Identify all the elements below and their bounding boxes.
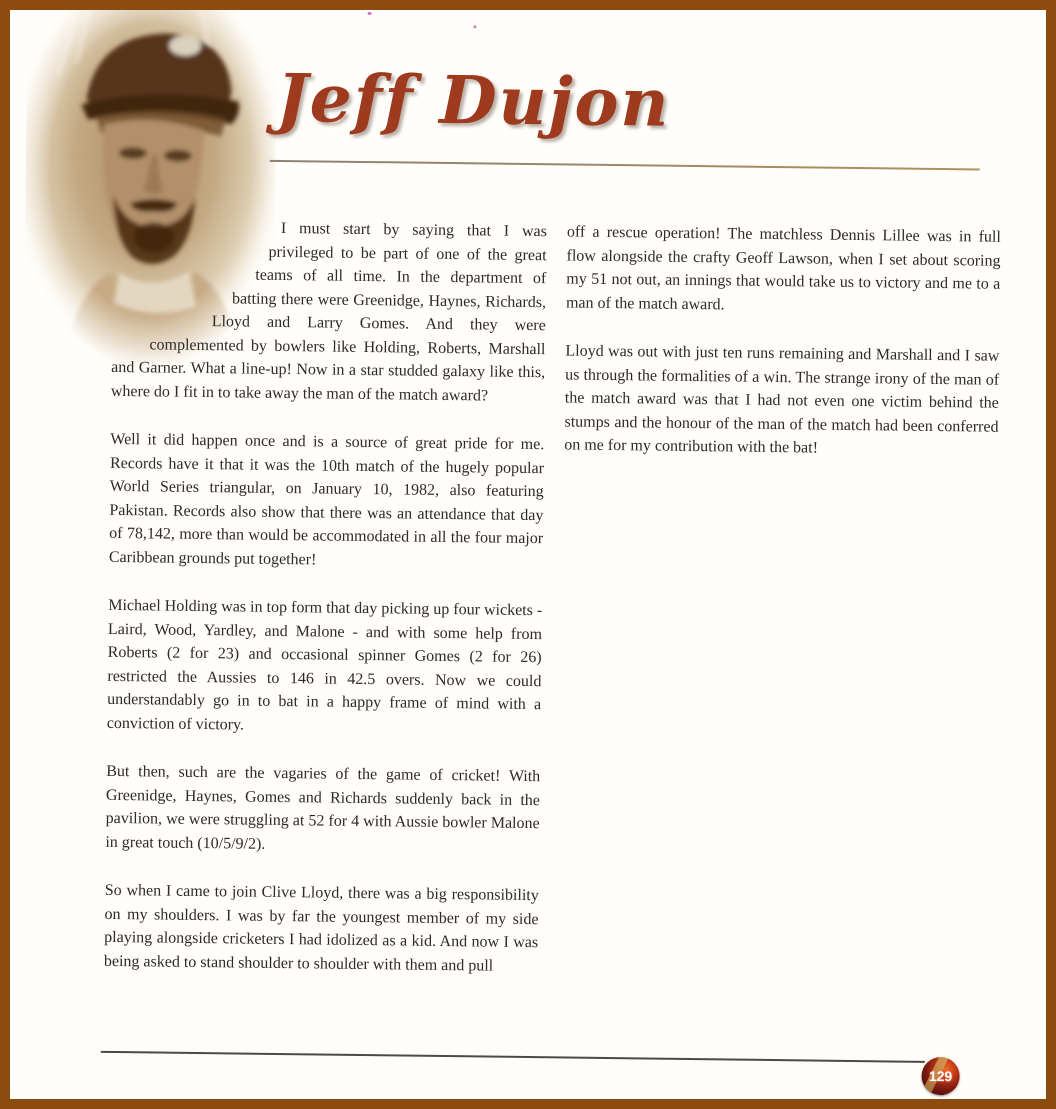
right-column [558,220,1001,983]
paragraph-5: So when I came to join Clive Lloyd, there was a big responsibility on my shoulders. I was by far the youngest member of my side playing alongside cricketers I had idolized as a kid. And now I was being asked to stand shoulder to shoulder with them and pull [103,881,539,975]
scan-dust-speck [368,12,372,15]
left-column [104,215,547,978]
photo-wrap-spacer [113,215,281,241]
page-number: 129 [928,1067,953,1085]
footer-rule [101,1051,925,1063]
paragraph-text: I must start by saying that I was privileged to be part of one of the great teams of all time. In the department of batting there were Greenidge, Haynes, Richards, Lloyd and Larry Gomes. And they were complemented by bowlers like Holding, Roberts, Marshall and Garner. What a line-up! Now in a star studded galaxy like this, where do I fit in to take away the man of the match award? [110,219,547,405]
photo-wrap-spacer [112,262,255,287]
photo-wrap-spacer [112,309,212,334]
page-title: Jeff Dujon [276,58,672,142]
scan-dust-speck [473,25,476,28]
photo-wrap-spacer [112,238,268,263]
paragraph-4: But then, such are the vagaries of the game of cricket! With Greenidge, Haynes, Gomes and Richards suddenly back in the pavilion, we were struggling at 52 for 4 with Aussie bowler Malone in great touch (10/5/9/2). [105,762,541,853]
paragraph-1 [111,215,547,408]
page-content [2,4,1051,1106]
photo-wrap-spacer [112,285,232,310]
page-number-ball [921,1057,959,1095]
paragraph-7: Lloyd was out with just ten runs remaining and Marshall and I saw us through the formalities of a win. The strange irony of the man of the match award was that I had not even one victim behind the stumps and the honour of the man of the match had been conferred on me for my contribution with the bat! [564,342,1000,457]
paragraph-6: off a rescue operation! The matchless Dennis Lillee was in full flow alongside the crafty Geoff Lawson, when I set about scoring my 51 not out, an innings that would take us to victory and me to a man of the match award. [565,223,1001,313]
paragraph-3: Michael Holding was in top form that day picking up four wickets - Laird, Wood, Yardley, and Malone - and with some help from Roberts (2 for 23) and occasional spinner Gomes (2 for 26) restricted the Aussies to 146 in 42.5 overs. Now we could understandably go in to bat in a happy frame of mind with a conviction of victory. [106,596,543,734]
title-underline-rule [270,160,980,170]
photo-wrap-spacer [111,332,149,356]
article-columns [104,215,1001,984]
paragraph-2: Well it did happen once and is a source of great pride for me. Records have it that it was the 10th match of the hugely popular World Series triangular, on January 10, 1982, also featuring Pakistan. Records also show that there was an attendance that day of 78,142, more than would be accommodated in all the four major Caribbean grounds put together! [108,430,545,568]
